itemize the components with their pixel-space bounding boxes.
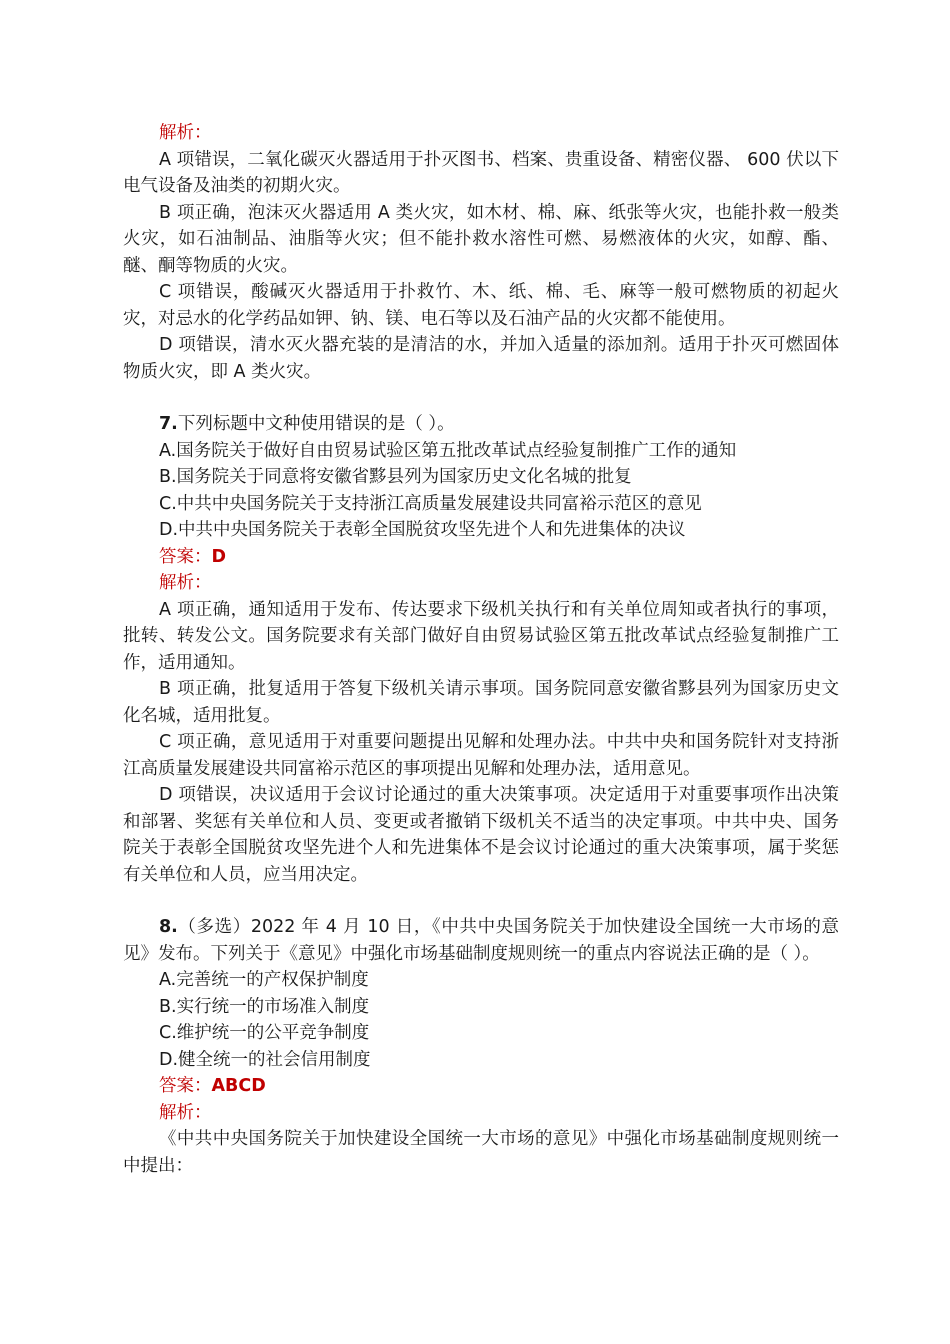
analysis-paragraph: D 项错误，清水灭火器充装的是清洁的水，并加入适量的添加剂。适用于扑灭可燃固体物质火灾，即 A 类火灾。 (123, 335, 839, 382)
analysis-paragraph: D 项错误，决议适用于会议讨论通过的重大决策事项。决定适用于对重要事项作出决策和部署、奖惩有关单位和人员、变更或者撤销下级机关不适当的决定事项。中共中央、国务院关于表彰全国脱贫攻坚先进个人和先进集体不是会议讨论通过的重大决策事项，属于奖惩有关单位和人员，应当用决定。 (123, 785, 839, 885)
analysis-paragraph: A 项错误，二氧化碳灭火器适用于扑灭图书、档案、贵重设备、精密仪器、 600 伏以下电气设备及油类的初期火灾。 (123, 149, 839, 196)
question-7-stem (123, 411, 839, 438)
analysis-paragraph: A 项正确，通知适用于发布、传达要求下级机关执行和有关单位周知或者执行的事项，批转、转发公文。国务院要求有关部门做好自由贸易试验区第五批改革试点经验复制推广工作，适用通知。 (123, 599, 839, 673)
answer-value: D (211, 546, 227, 567)
analysis-label: 解析： (159, 1102, 212, 1123)
answer-line (123, 1073, 839, 1100)
answer-label: 答案： (159, 546, 212, 567)
answer-line (123, 544, 839, 571)
question-number: 7. (159, 414, 178, 434)
option-c: C.中共中央国务院关于支持浙江高质量发展建设共同富裕示范区的意见 (159, 493, 702, 514)
option-d: D.中共中央国务院关于表彰全国脱贫攻坚先进个人和先进集体的决议 (159, 520, 686, 540)
option-b: B.实行统一的市场准入制度 (159, 996, 370, 1017)
option-b: B.国务院关于同意将安徽省黟县列为国家历史文化名城的批复 (159, 467, 632, 487)
document-page (123, 120, 839, 1179)
analysis-paragraph: C 项错误，酸碱灭火器适用于扑救竹、木、纸、棉、毛、麻等一般可燃物质的初起火灾，对忌水的化学药品如钾、钠、镁、电石等以及石油产品的火灾都不能使用。 (123, 282, 839, 329)
question-number: 8. (159, 917, 178, 937)
analysis-paragraph: B 项正确，泡沫灭火器适用 A 类火灾，如木材、棉、麻、纸张等火灾，也能扑救一般类火灾，如石油制品、油脂等火灾；但不能扑救水溶性可燃、易燃液体的火灾，如醇、酯、醚、酮等物质的火灾。 (123, 202, 839, 276)
option-a: A.国务院关于做好自由贸易试验区第五批改革试点经验复制推广工作的通知 (159, 440, 737, 461)
analysis-label: 解析： (159, 123, 212, 143)
analysis-paragraph: C 项正确，意见适用于对重要问题提出见解和处理办法。中共中央和国务院针对支持浙江高质量发展建设共同富裕示范区的事项提出见解和处理办法，适用意见。 (123, 732, 839, 779)
option-d: D.健全统一的社会信用制度 (159, 1049, 371, 1070)
answer-value: ABCD (211, 1076, 266, 1096)
analysis-paragraph: B 项正确，批复适用于答复下级机关请示事项。国务院同意安徽省黟县列为国家历史文化名城，适用批复。 (123, 679, 839, 726)
analysis-paragraph: 《中共中央国务院关于加快建设全国统一大市场的意见》中强化市场基础制度规则统一中提出： (123, 1129, 839, 1176)
option-c: C.维护统一的公平竞争制度 (159, 1023, 370, 1043)
question-8-stem (123, 914, 839, 967)
analysis-label: 解析： (159, 573, 212, 593)
answer-label: 答案： (159, 1076, 212, 1096)
question-text: （多选）2022 年 4 月 10 日，《中共中央国务院关于加快建设全国统一大市场的意见》发布。下列关于《意见》中强化市场基础制度规则统一的重点内容说法正确的是（ ）。 (123, 917, 839, 964)
question-text: 下列标题中文种使用错误的是（ ）。 (177, 414, 455, 434)
option-a: A.完善统一的产权保护制度 (159, 970, 369, 990)
